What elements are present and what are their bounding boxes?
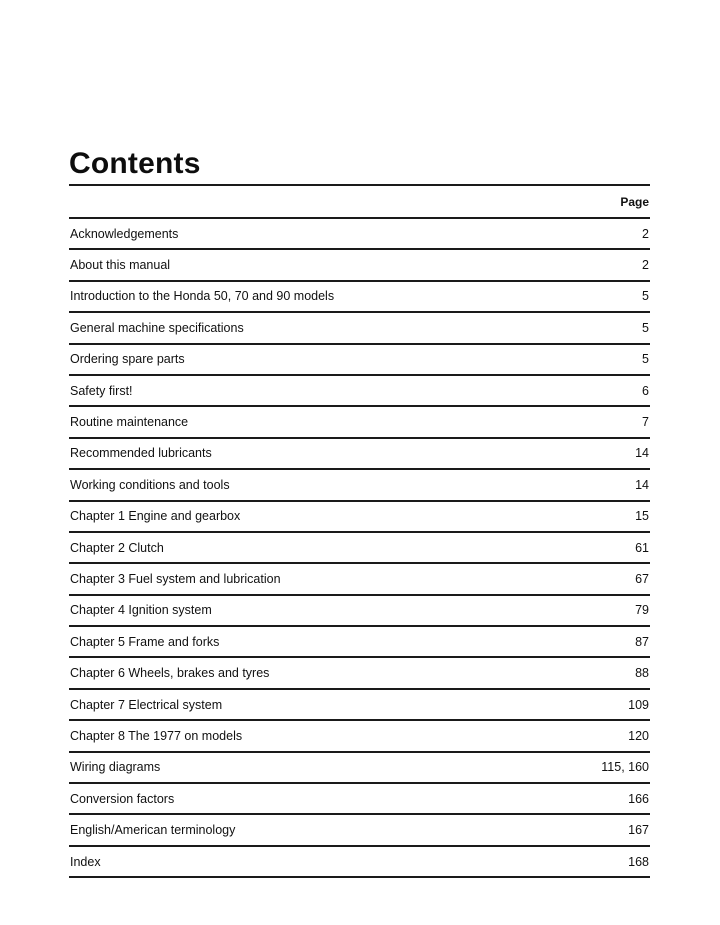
- toc-entry-label: Chapter 8 The 1977 on models: [70, 728, 243, 743]
- toc-entry-page: 14: [635, 446, 649, 461]
- toc-entry: [69, 502, 650, 533]
- toc-entry: [69, 564, 650, 595]
- toc-entry-label: About this manual: [70, 258, 171, 273]
- toc-entry-page: 168: [628, 854, 649, 869]
- toc-entry-page: 67: [635, 571, 649, 586]
- toc-entry: [69, 250, 650, 281]
- toc-entry-label: Introduction to the Honda 50, 70 and 90 models: [70, 289, 335, 304]
- toc-entry: [69, 407, 650, 438]
- toc-entry-page: 115, 160: [601, 760, 649, 775]
- toc-entry-page: 14: [635, 477, 649, 492]
- toc-entry-label: Conversion factors: [70, 791, 175, 806]
- toc-entry-page: 5: [642, 320, 649, 335]
- toc-entry-page: 6: [642, 383, 649, 398]
- toc-entry: [69, 690, 650, 721]
- toc-entry-page: 5: [642, 289, 649, 304]
- toc-entry: [69, 815, 650, 846]
- toc-entry-label: Wiring diagrams: [70, 760, 161, 775]
- toc-entry: [69, 313, 650, 344]
- toc-entry-label: Chapter 5 Frame and forks: [70, 634, 220, 649]
- toc-entry-label: General machine specifications: [70, 320, 244, 335]
- toc-entry: [69, 376, 650, 407]
- toc-entry-label: Index: [70, 854, 101, 869]
- page-title: Contents: [69, 147, 201, 180]
- toc-entry: [69, 219, 650, 250]
- toc-entry: [69, 658, 650, 689]
- toc-entry-label: Safety first!: [70, 383, 133, 398]
- toc-entry-page: 88: [635, 666, 649, 681]
- toc-entry-label: Ordering spare parts: [70, 352, 185, 367]
- page-column-header-row: [69, 186, 650, 219]
- toc-entry-label: Recommended lubricants: [70, 446, 212, 461]
- toc-entry-page: 167: [628, 823, 649, 838]
- toc-entry-label: Working conditions and tools: [70, 477, 230, 492]
- toc-entry-page: 109: [628, 697, 649, 712]
- contents-table: [69, 184, 650, 878]
- toc-entry: [69, 439, 650, 470]
- toc-entry-label: Chapter 1 Engine and gearbox: [70, 509, 241, 524]
- page-column-header: Page: [620, 194, 649, 209]
- toc-entry-page: 79: [635, 603, 649, 618]
- toc-entry-label: Chapter 4 Ignition system: [70, 603, 212, 618]
- toc-entry: [69, 784, 650, 815]
- toc-entry-label: Chapter 7 Electrical system: [70, 697, 223, 712]
- toc-entry-label: Chapter 2 Clutch: [70, 540, 164, 555]
- toc-entry: [69, 282, 650, 313]
- toc-entry-page: 61: [635, 540, 649, 555]
- toc-entry-label: English/American terminology: [70, 823, 236, 838]
- toc-entry: [69, 533, 650, 564]
- toc-entry: [69, 721, 650, 752]
- toc-entry-label: Chapter 6 Wheels, brakes and tyres: [70, 666, 270, 681]
- toc-entry-page: 120: [628, 728, 649, 743]
- toc-entry-label: Acknowledgements: [70, 226, 179, 241]
- toc-entry: [69, 627, 650, 658]
- toc-entry-page: 2: [642, 258, 649, 273]
- toc-entry-page: 2: [642, 226, 649, 241]
- toc-entry-page: 166: [628, 791, 649, 806]
- toc-entry-label: Routine maintenance: [70, 415, 189, 430]
- toc-entry-label: Chapter 3 Fuel system and lubrication: [70, 571, 281, 586]
- toc-entry: [69, 847, 650, 878]
- toc-entry-page: 15: [635, 509, 649, 524]
- toc-entry: [69, 345, 650, 376]
- toc-entry-page: 5: [642, 352, 649, 367]
- toc-entry-page: 87: [635, 634, 649, 649]
- toc-entry: [69, 596, 650, 627]
- toc-entry: [69, 753, 650, 784]
- toc-entry-page: 7: [642, 415, 649, 430]
- toc-entry: [69, 470, 650, 501]
